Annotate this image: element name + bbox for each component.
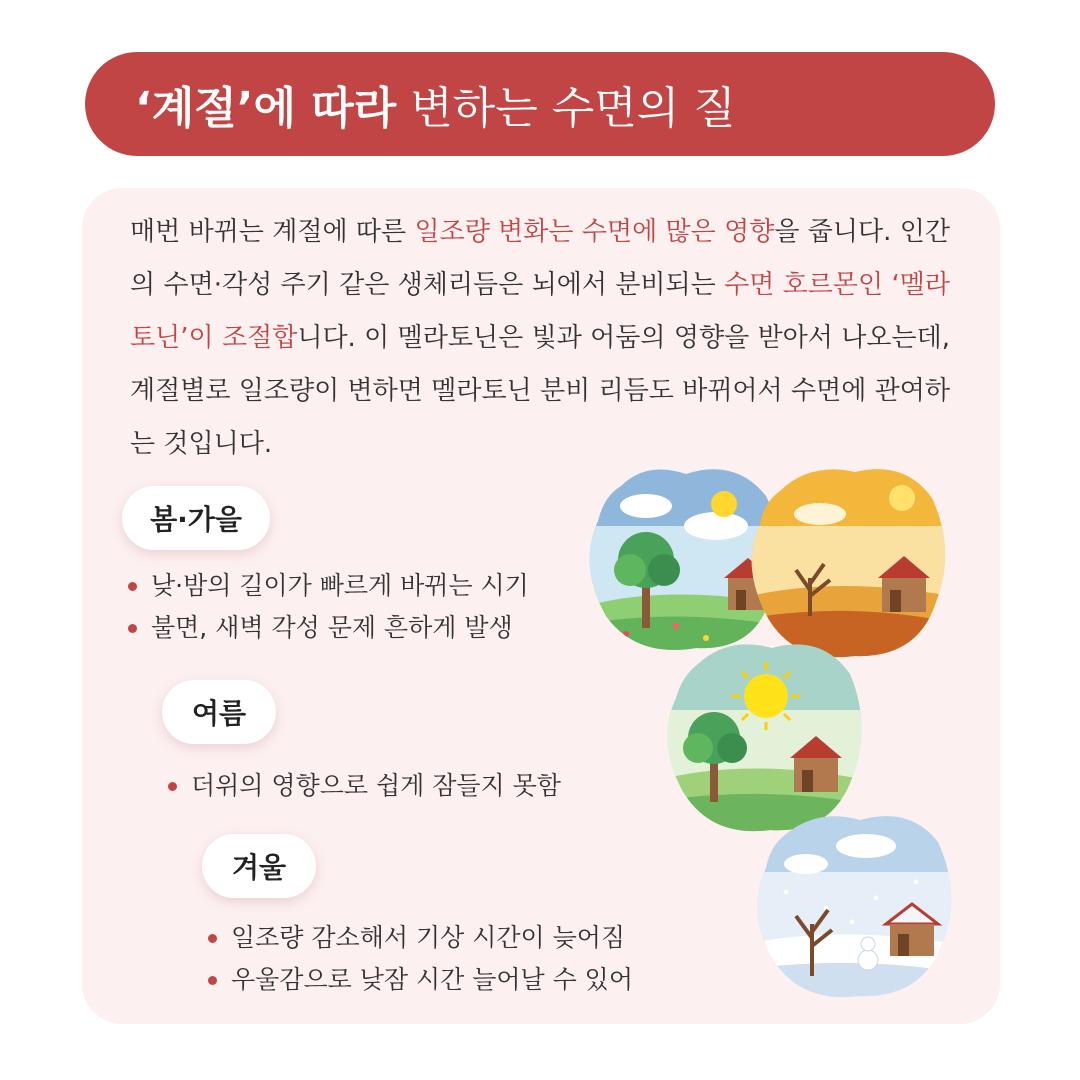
list-item-text: 불면, 새벽 각성 문제 흔하게 발생 <box>151 613 513 642</box>
title-banner <box>85 52 995 156</box>
list-item <box>128 607 529 649</box>
section-label-spring-autumn: 봄·가을 <box>122 486 270 550</box>
intro-paragraph <box>130 206 950 471</box>
summer-landscape-illustration <box>666 640 866 836</box>
list-item-text: 우울감으로 낮잠 시간 늘어날 수 있어 <box>231 965 633 994</box>
bullet-dot-icon <box>208 934 217 943</box>
bullet-dot-icon <box>128 582 137 591</box>
summer-list <box>168 765 561 807</box>
list-item <box>208 959 633 1001</box>
intro-text-1: 매번 바뀌는 계절에 따른 <box>130 217 415 247</box>
list-item <box>208 917 633 959</box>
spring-autumn-list <box>128 565 529 649</box>
intro-text-3: 니다. 이 멜라토닌은 빛과 어둠의 영향을 받아서 나오는데, 계절별로 일조량이 변하면 멜라토닌 분비 리듬도 바뀌어서 수면에 관여하는 것입니다. <box>130 323 950 459</box>
list-item-text: 일조량 감소해서 기상 시간이 늦어짐 <box>231 923 626 952</box>
autumn-landscape-illustration <box>750 466 950 662</box>
list-item-text: 낮·밤의 길이가 빠르게 바뀌는 시기 <box>151 571 529 600</box>
section-label-summer: 여름 <box>162 680 276 744</box>
title-light: 변하는 수면의 질 <box>410 83 736 134</box>
winter-landscape-illustration <box>756 812 956 1000</box>
list-item <box>168 765 561 807</box>
bullet-dot-icon <box>208 976 217 985</box>
intro-highlight-2: 수면 호르몬인 ‘멜라토닌’이 조절합 <box>130 270 950 353</box>
intro-text-2: 을 줍니다. 인간의 수면·각성 주기 같은 생체리듬은 뇌에서 분비되는 <box>130 217 950 300</box>
list-item <box>128 565 529 607</box>
section-label-winter: 겨울 <box>202 834 316 898</box>
winter-list <box>208 917 633 1001</box>
intro-highlight-1: 일조량 변화는 수면에 많은 영향 <box>414 217 775 247</box>
bullet-dot-icon <box>128 624 137 633</box>
list-item-text: 더위의 영향으로 쉽게 잠들지 못함 <box>191 771 561 800</box>
bullet-dot-icon <box>168 782 177 791</box>
title-bold: ‘계절’에 따라 <box>135 83 397 134</box>
